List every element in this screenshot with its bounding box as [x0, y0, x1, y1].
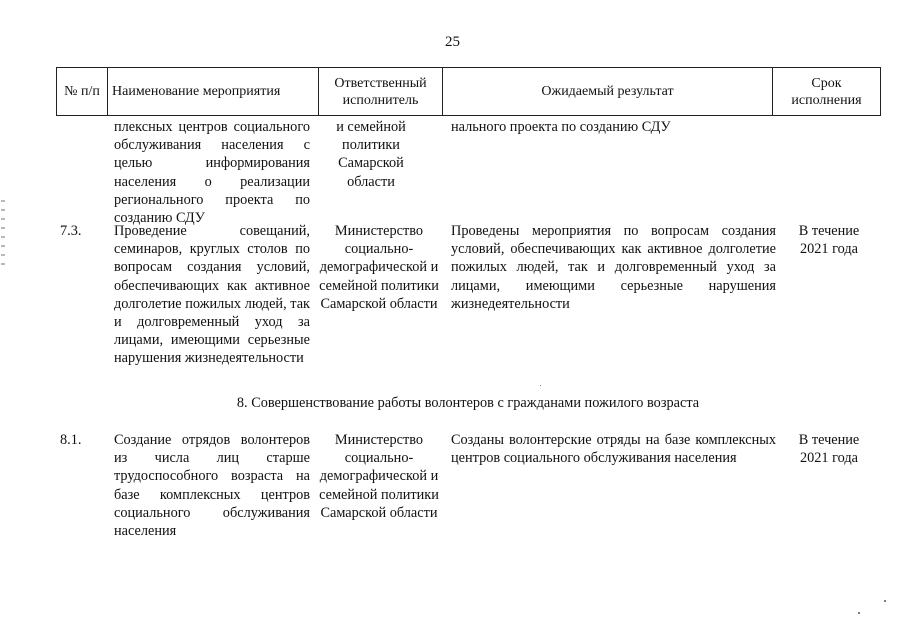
header-name: Наименование мероприятия: [108, 68, 319, 116]
row-8-1-responsible: Министерство социально-демографической и семейной политики Самарской области: [319, 432, 439, 521]
continued-responsible: и семейной политики Самарской области: [336, 119, 406, 190]
row-8-1-name: Создание отрядов волонтеров из числа лиц старше трудоспособного возраста на базе комплексных центров социального обслуживания населения: [114, 432, 310, 540]
row-8-1-num: 8.1.: [60, 432, 82, 448]
scan-speck: [884, 600, 886, 602]
scan-speck: [858, 612, 860, 614]
header-responsible: Ответственный исполнитель: [319, 68, 443, 116]
row-7-3-responsible: Министерство социально-демографической и семейной политики Самарской области: [319, 223, 439, 312]
header-num: № п/п: [57, 68, 108, 116]
row-7-3-num: 7.3.: [60, 223, 82, 239]
scan-speck: [540, 385, 541, 386]
row-7-3-name: Проведение совещаний, семинаров, круглых столов по вопросам создания условий, обеспечивающих как активное долголетие пожилых людей, так и долговременный уход за лицами, имеющими серьезные нарушения жизнедеятельности: [114, 223, 310, 367]
row-8-1-result: Созданы волонтерские отряды на базе комплексных центров социального обслуживания населения: [451, 432, 776, 467]
scan-edge-marks: [1, 200, 5, 270]
row-7-3-result: Проведены мероприятия по вопросам создания условий, обеспечивающих как активное долголетие пожилых людей, так и долговременный уход за лицами, имеющими серьезные нарушения жизнедеятельности: [451, 223, 776, 312]
row-8-1-term: В течение 2021 года: [798, 432, 860, 467]
page-number: 25: [445, 34, 460, 50]
table-header: [56, 67, 881, 116]
section-8-title: 8. Совершенствование работы волонтеров с гражданами пожилого возраста: [236, 395, 700, 411]
header-row: [57, 68, 881, 116]
header-result: Ожидаемый результат: [443, 68, 773, 116]
continued-result: нального проекта по созданию СДУ: [451, 119, 671, 135]
row-7-3-term: В течение 2021 года: [798, 223, 860, 258]
header-term: Срок исполнения: [773, 68, 881, 116]
continued-name: плексных центров социального обслуживания населения с целью информирования населения о реализации регионального проекта по созданию СДУ: [114, 119, 310, 227]
